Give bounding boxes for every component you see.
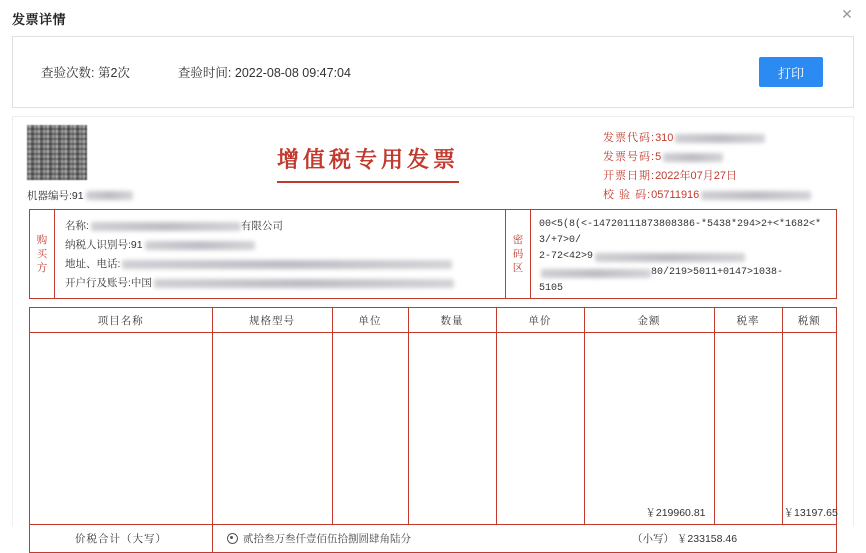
check-count	[41, 63, 130, 81]
summary-chinese	[213, 531, 586, 546]
cell-amount: ￥219960.81	[584, 333, 714, 525]
redacted-text	[595, 253, 745, 262]
buyer-address-row	[65, 255, 505, 274]
check-time-value: 2022-08-08 09:47:04	[234, 66, 351, 80]
col-name: 项目名称	[30, 308, 212, 333]
invoice-number-label: 发票号码:	[603, 151, 656, 163]
invoice-meta-row	[603, 129, 853, 148]
buyer-side-label: 购 买 方	[30, 210, 55, 298]
buyer-section	[29, 209, 837, 299]
machine-number-value: 91	[71, 189, 84, 202]
buyer-taxid-row	[65, 236, 505, 255]
invoice-title: 增值税专用发票	[277, 143, 459, 183]
buyer-name-value: 有限公司	[240, 220, 283, 232]
col-qty: 数量	[408, 308, 496, 333]
invoice-checkcode-label: 校 验 码:	[603, 189, 652, 201]
invoice-meta-row	[603, 167, 853, 186]
check-time	[178, 63, 351, 81]
cipher-section	[505, 210, 836, 298]
qr-code-icon	[27, 125, 87, 180]
redacted-text	[86, 191, 133, 200]
check-count-label: 查验次数:	[41, 66, 95, 80]
buyer-name-label: 名称:	[65, 220, 89, 232]
cipher-line: 2-72<42>9	[539, 249, 830, 265]
circle-marker-icon	[227, 533, 238, 544]
summary-chinese-text: 贰拾叁万叁仟壹佰伍拾捌圆肆角陆分	[243, 533, 411, 545]
col-amount: 金额	[584, 308, 714, 333]
buyer-taxid-value: 91	[130, 239, 143, 251]
close-icon[interactable]: ✕	[841, 6, 853, 22]
invoice-qr-block	[13, 117, 133, 209]
summary-label: 价税合计（大写）	[30, 525, 213, 552]
summary-small	[586, 531, 836, 546]
dialog-header	[0, 0, 866, 30]
cipher-line: 00<5(8(<-14720111873808386-*5438*294>2+<*1682<*3/+7>0/	[539, 219, 822, 246]
col-price: 单价	[496, 308, 584, 333]
buyer-address-label: 地址、电话:	[65, 258, 121, 270]
buyer-name-row	[65, 217, 505, 236]
summary-small-value: ￥233158.46	[676, 533, 738, 545]
buyer-bank-row	[65, 274, 505, 293]
cell-price	[496, 333, 584, 525]
invoice-header	[13, 117, 853, 209]
cell-name	[30, 333, 212, 525]
items-table	[29, 307, 837, 525]
cell-unit	[332, 333, 408, 525]
summary-small-label: （小写）	[632, 533, 674, 545]
buyer-fields	[55, 210, 505, 298]
print-button[interactable]: 打印	[759, 57, 823, 87]
check-info-bar	[12, 36, 854, 108]
redacted-text	[154, 279, 454, 288]
buyer-bank-value: 中国	[130, 277, 152, 289]
invoice-title-wrap	[133, 117, 603, 209]
cipher-text	[531, 210, 836, 298]
invoice-code-label: 发票代码:	[603, 132, 656, 144]
col-unit: 单位	[332, 308, 408, 333]
cell-tax: ￥13197.65	[783, 507, 838, 519]
page-title: 发票详情	[12, 11, 67, 27]
buyer-bank-label: 开户行及账号:	[65, 277, 131, 289]
redacted-text	[122, 260, 452, 269]
redacted-text	[663, 153, 723, 162]
cell-rate	[714, 333, 782, 525]
col-rate: 税率	[714, 308, 782, 333]
invoice-meta-row	[603, 148, 853, 167]
buyer-taxid-label: 纳税人识别号:	[65, 239, 131, 251]
redacted-text	[541, 269, 651, 278]
invoice-meta	[603, 117, 853, 209]
machine-number-label: 机器编号:	[27, 190, 72, 202]
redacted-text	[91, 222, 241, 231]
invoice-date-value: 2022年07月27日	[655, 170, 738, 182]
redacted-text	[675, 134, 765, 143]
items-header-row	[30, 308, 836, 333]
col-spec: 规格型号	[212, 308, 332, 333]
machine-number	[27, 188, 133, 203]
redacted-text	[701, 191, 811, 200]
check-time-label: 查验时间:	[177, 66, 232, 80]
redacted-text	[145, 241, 255, 250]
invoice-document	[12, 116, 854, 545]
cell-qty	[408, 333, 496, 525]
cell-spec	[212, 333, 332, 525]
cipher-line: 5105	[539, 283, 564, 294]
summary-row	[29, 525, 837, 553]
invoice-date-label: 开票日期:	[603, 170, 656, 182]
check-count-value: 第2次	[97, 66, 130, 80]
cipher-side-label: 密 码 区	[506, 210, 531, 298]
table-row	[30, 333, 836, 525]
cipher-line: 80/219>5011+0147>1038-	[539, 265, 830, 281]
invoice-code-value: 310	[655, 132, 674, 144]
invoice-meta-row	[603, 186, 853, 205]
col-tax: 税额	[782, 308, 836, 333]
invoice-checkcode-value: 05711916	[651, 189, 700, 201]
invoice-number-value: 5	[655, 151, 662, 163]
